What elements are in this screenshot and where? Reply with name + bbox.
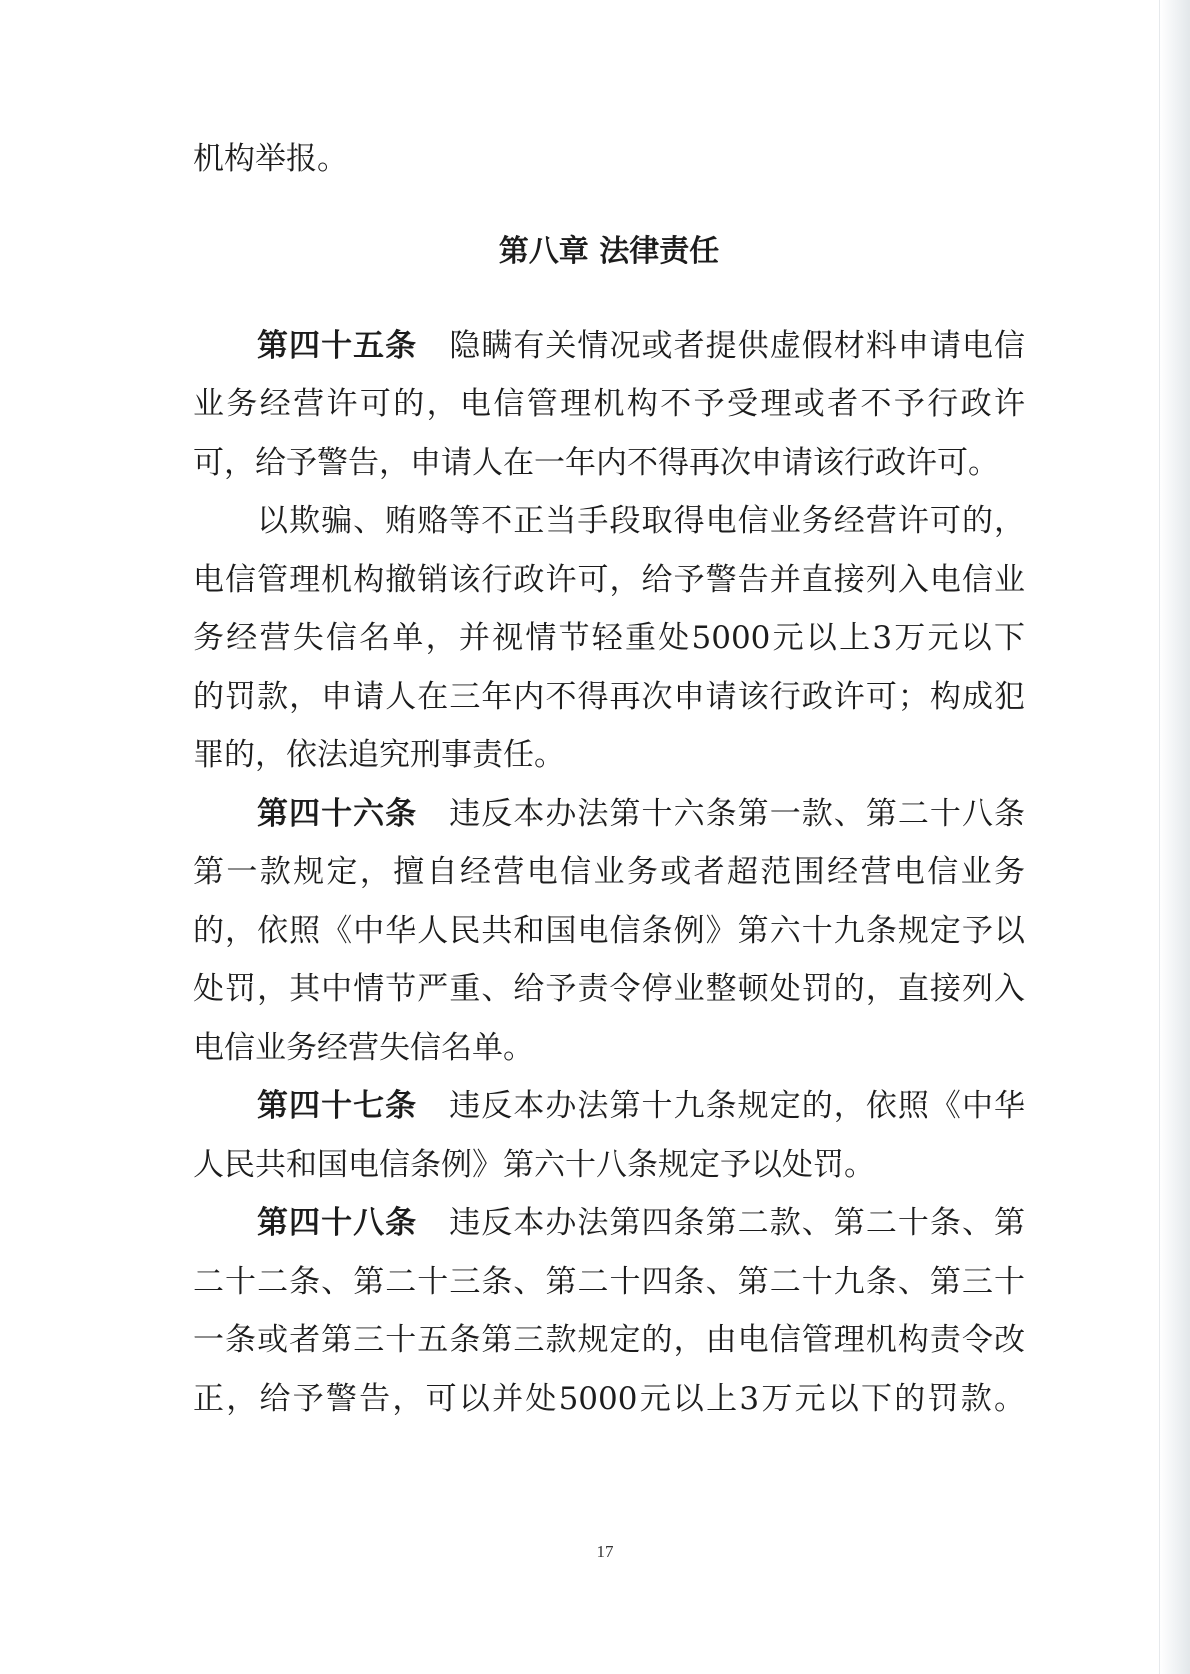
document-body: [193, 130, 1025, 1428]
article-45-p2-line-3: 务经营失信名单，并视情节轻重处5000元以上3万元以下: [193, 620, 1025, 656]
intro-line: 机构举报。: [193, 141, 348, 177]
article-46: [193, 785, 1025, 1078]
article-47-line-2: 人民共和国电信条例》第六十八条规定予以处罚。: [193, 1146, 875, 1183]
page-number: 17: [596, 1542, 614, 1561]
article-46-text: 违反本办法第十六条第一款、第二十八条: [448, 795, 1025, 832]
article-45-line-2: 业务经营许可的，电信管理机构不予受理或者不予行政许: [193, 386, 1025, 422]
page-edge-shadow: [1159, 0, 1190, 1674]
article-45-p2-line-4: 的罚款，申请人在三年内不得再次申请该行政许可；构成犯: [193, 678, 1025, 715]
article-47-text: 违反本办法第十九条规定的，依照《中华: [448, 1088, 1025, 1124]
article-45-p2-line-2: 电信管理机构撤销该行政许可，给予警告并直接列入电信业: [193, 561, 1025, 598]
article-48-line-4: 正，给予警告，可以并处5000元以上3万元以下的罚款。: [193, 1380, 1025, 1417]
article-48-text: 违反本办法第四条第二款、第二十条、第: [448, 1205, 1025, 1241]
article-46-line-2: 第一款规定，擅自经营电信业务或者超范围经营电信业务: [193, 854, 1025, 890]
article-45-heading: 第四十五条: [257, 327, 418, 364]
article-45-text: 隐瞒有关情况或者提供虚假材料申请电信: [448, 327, 1025, 364]
article-45-p2-line-1: 以欺骗、贿赂等不正当手段取得电信业务经营许可的，: [257, 503, 1025, 539]
article-46-line-3: 的，依照《中华人民共和国电信条例》第六十九条规定予以: [193, 912, 1025, 949]
article-47-line-1: [193, 1077, 1025, 1136]
article-48-line-1: [193, 1194, 1025, 1253]
article-45: [193, 317, 1025, 785]
article-45-line-1: [193, 317, 1025, 376]
article-46-line-5: 电信业务经营失信名单。: [193, 1029, 534, 1066]
article-47: [193, 1077, 1025, 1194]
article-48-heading: 第四十八条: [257, 1205, 418, 1241]
article-45-line-3: 可，给予警告，申请人在一年内不得再次申请该行政许可。: [193, 444, 999, 481]
article-46-line-4: 处罚，其中情节严重、给予责令停业整顿处罚的，直接列入: [193, 971, 1025, 1007]
article-48-line-2: 二十二条、第二十三条、第二十四条、第二十九条、第三十: [193, 1263, 1025, 1300]
article-47-heading: 第四十七条: [257, 1088, 418, 1124]
article-45-p2-line-5: 罪的，依法追究刑事责任。: [193, 737, 565, 773]
article-46-line-1: [193, 785, 1025, 844]
article-48: [193, 1194, 1025, 1428]
article-46-heading: 第四十六条: [257, 795, 418, 832]
article-48-line-3: 一条或者第三十五条第三款规定的，由电信管理机构责令改: [193, 1322, 1025, 1358]
chapter-title: 第八章 法律责任: [498, 233, 720, 269]
